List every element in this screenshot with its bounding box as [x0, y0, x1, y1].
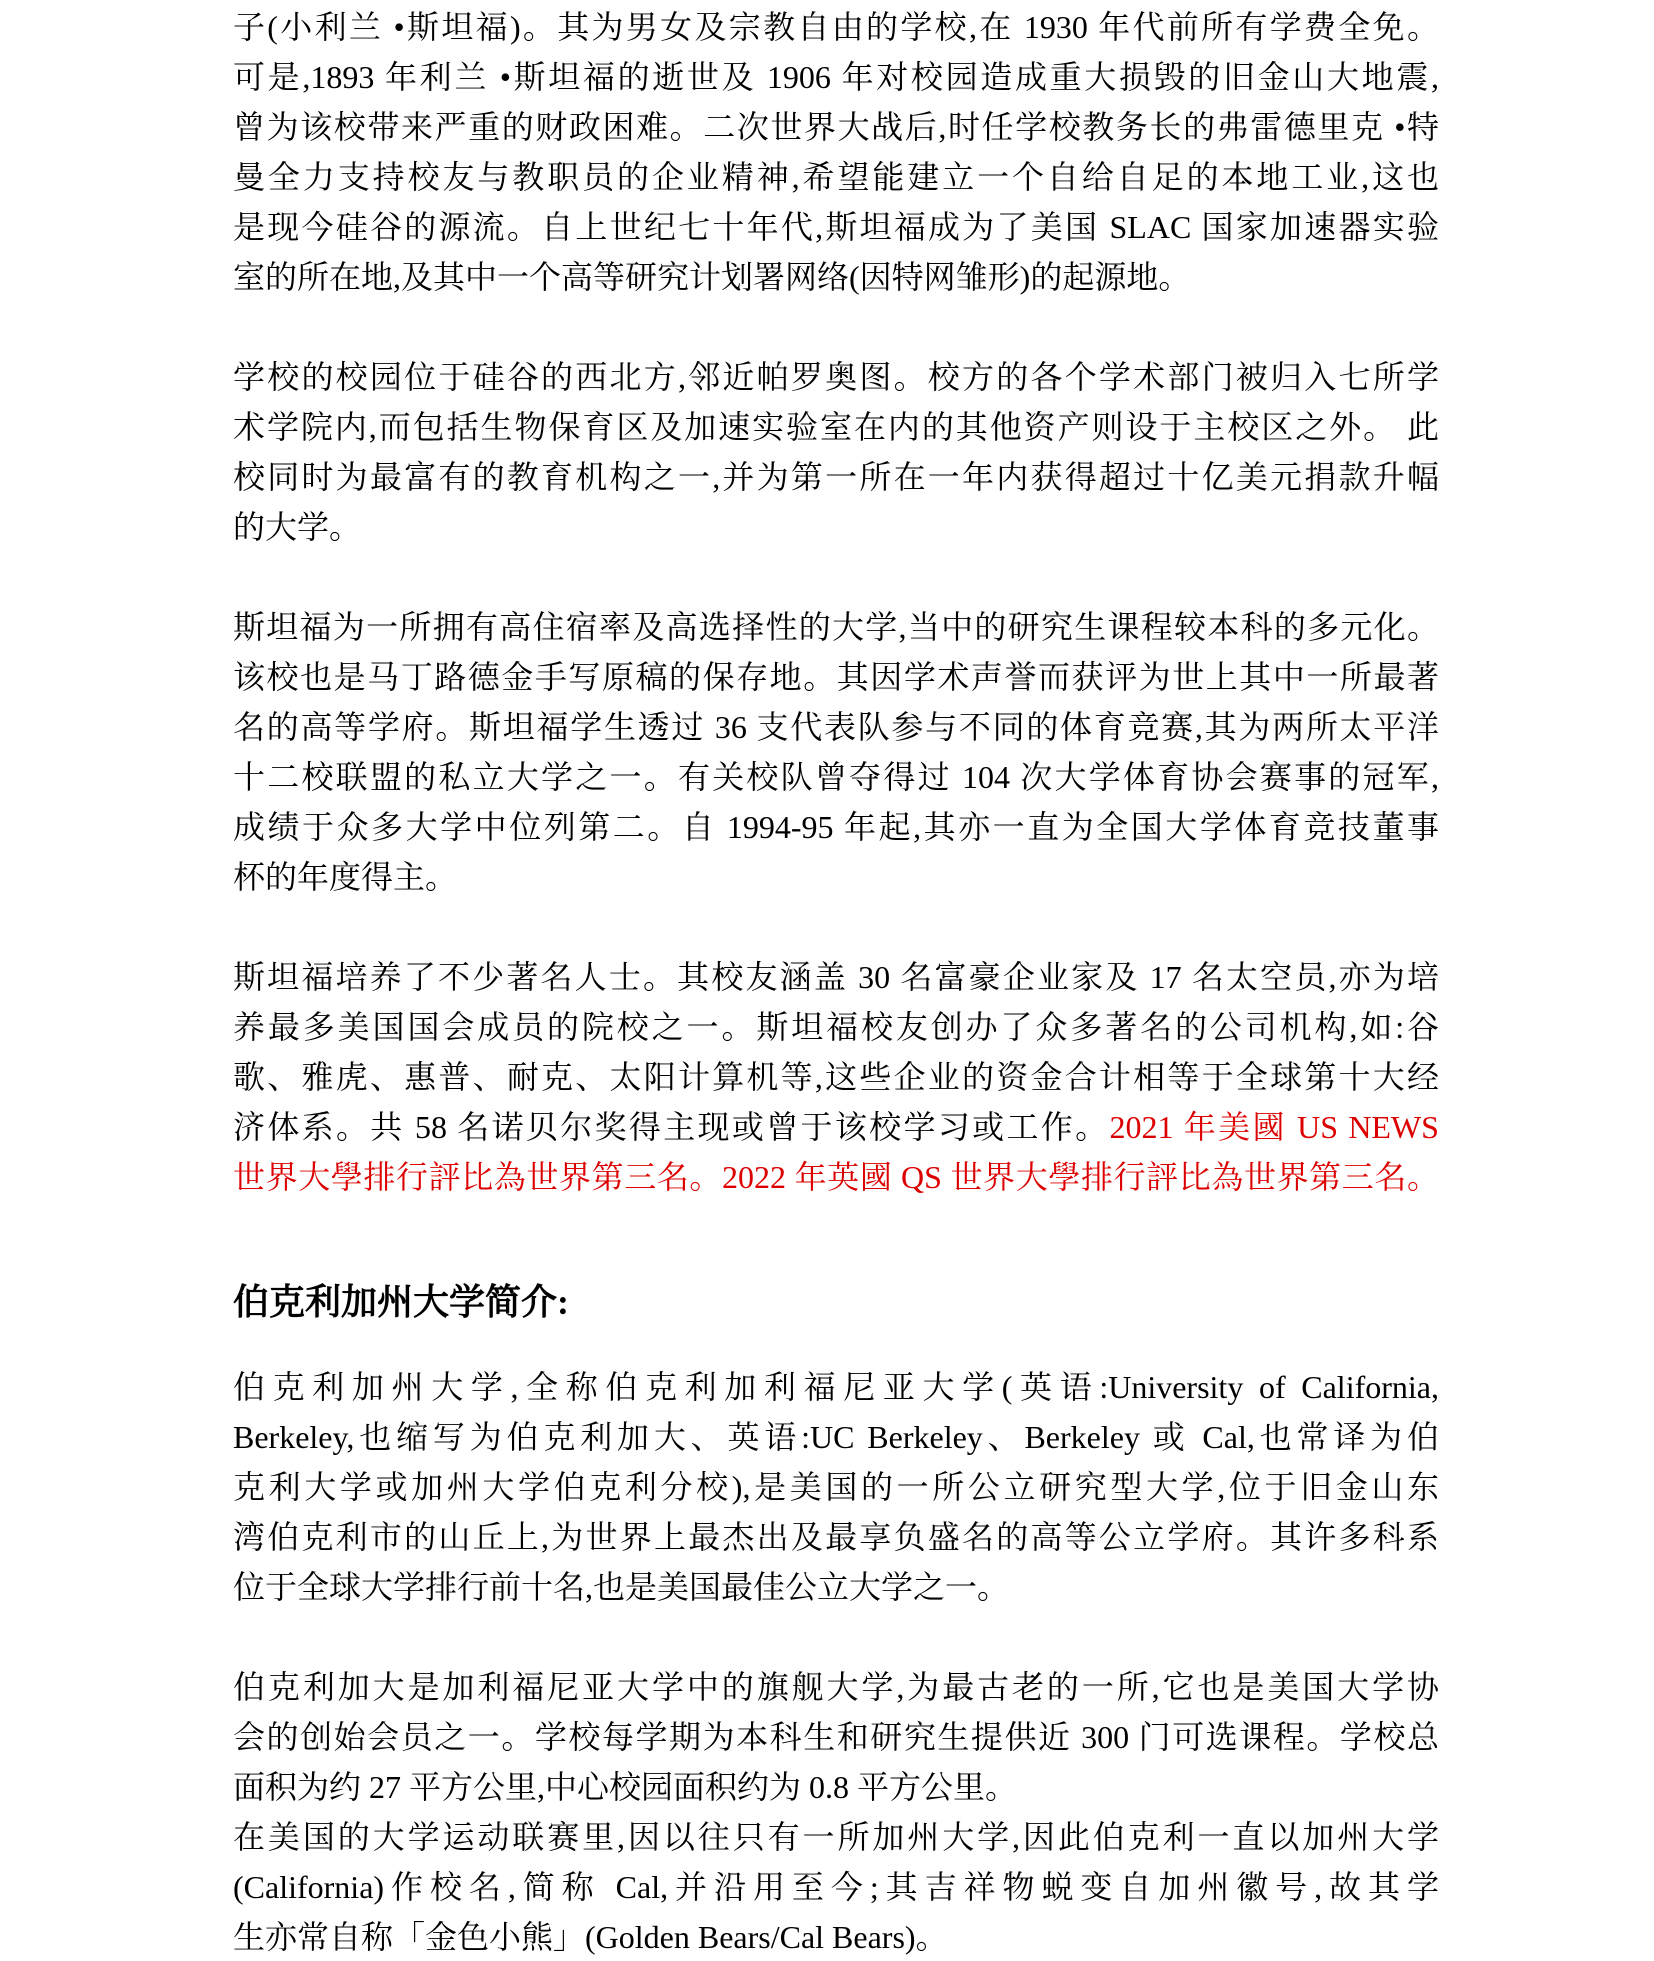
text-line: 斯坦福为一所拥有高住宿率及高选择性的大学,当中的研究生课程较本科的多元化。	[233, 609, 1439, 645]
text-line: 子(小利兰 •斯坦福)。其为男女及宗教自由的学校,在 1930 年代前所有学费全免。	[233, 9, 1439, 45]
text-line: 室的所在地,及其中一个高等研究计划署网络(因特网雏形)的起源地。	[233, 259, 1191, 295]
text-line: 曼全力支持校友与教职员的企业精神,希望能建立一个自给自足的本地工业,这也	[233, 159, 1439, 195]
text-line: 生亦常自称「金色小熊」(Golden Bears/Cal Bears)。	[233, 1919, 948, 1955]
text-line: 歌、雅虎、惠普、耐克、太阳计算机等,这些企业的资金合计相等于全球第十大经	[233, 1059, 1439, 1095]
text-segment-black: 济体系。共 58 名诺贝尔奖得主现或曾于该校学习或工作。	[233, 1109, 1110, 1145]
text-line: 学校的校园位于硅谷的西北方,邻近帕罗奥图。校方的各个学术部门被归入七所学	[233, 359, 1439, 395]
paragraph-stanford-alumni	[233, 952, 1439, 1202]
text-line-red-ranking: 世界大學排行評比為世界第三名。2022 年英國 QS 世界大學排行評比為世界第三名。	[233, 1159, 1439, 1195]
section-heading-berkeley: 伯克利加州大学简介:	[233, 1282, 569, 1322]
text-line-mixed	[233, 1102, 1439, 1152]
paragraph-berkeley-intro	[233, 1362, 1439, 1612]
text-line: 该校也是马丁路德金手写原稿的保存地。其因学术声誉而获评为世上其中一所最著	[233, 659, 1439, 695]
text-line: 克利大学或加州大学伯克利分校),是美国的一所公立研究型大学,位于旧金山东	[233, 1469, 1439, 1505]
paragraph-stanford-campus	[233, 352, 1439, 552]
text-line: 十二校联盟的私立大学之一。有关校队曾夺得过 104 次大学体育协会赛事的冠军,	[233, 759, 1439, 795]
text-line: 斯坦福培养了不少著名人士。其校友涵盖 30 名富豪企业家及 17 名太空员,亦为培	[233, 959, 1439, 995]
text-line: 湾伯克利市的山丘上,为世界上最杰出及最享负盛名的高等公立学府。其许多科系	[233, 1519, 1439, 1555]
text-line: 曾为该校带来严重的财政困难。二次世界大战后,时任学校教务长的弗雷德里克 •特	[233, 109, 1439, 145]
text-line: 伯克利加州大学,全称伯克利加利福尼亚大学(英语:University of California,	[233, 1369, 1439, 1405]
text-line: Berkeley,也缩写为伯克利加大、英语:UC Berkeley、Berkeley 或 Cal,也常译为伯	[233, 1419, 1439, 1455]
paragraph-stanford-academics	[233, 602, 1439, 902]
text-line: 名的高等学府。斯坦福学生透过 36 支代表队参与不同的体育竞赛,其为两所太平洋	[233, 709, 1439, 745]
text-line: 位于全球大学排行前十名,也是美国最佳公立大学之一。	[233, 1569, 1010, 1605]
text-line: 杯的年度得主。	[233, 859, 458, 895]
text-line: 校同时为最富有的教育机构之一,并为第一所在一年内获得超过十亿美元捐款升幅	[233, 459, 1439, 495]
text-line: 术学院内,而包括生物保育区及加速实验室在内的其他资产则设于主校区之外。 此	[233, 409, 1439, 445]
text-line: 养最多美国国会成员的院校之一。斯坦福校友创办了众多著名的公司机构,如:谷	[233, 1009, 1439, 1045]
text-line: 可是,1893 年利兰 •斯坦福的逝世及 1906 年对校园造成重大损毁的旧金山大地震,	[233, 59, 1439, 95]
text-line: 面积为约 27 平方公里,中心校园面积约为 0.8 平方公里。	[233, 1769, 1018, 1805]
text-line: 伯克利加大是加利福尼亚大学中的旗舰大学,为最古老的一所,它也是美国大学协	[233, 1669, 1439, 1705]
text-line: 会的创始会员之一。学校每学期为本科生和研究生提供近 300 门可选课程。学校总	[233, 1719, 1439, 1755]
text-line: 是现今硅谷的源流。自上世纪七十年代,斯坦福成为了美国 SLAC 国家加速器实验	[233, 209, 1439, 245]
text-line: 的大学。	[233, 509, 362, 545]
text-line: 在美国的大学运动联赛里,因以往只有一所加州大学,因此伯克利一直以加州大学	[233, 1819, 1439, 1855]
text-line: 成绩于众多大学中位列第二。自 1994-95 年起,其亦一直为全国大学体育竞技董事	[233, 809, 1439, 845]
text-segment-red-ranking: 2021 年美國 US NEWS	[1109, 1109, 1439, 1145]
paragraph-berkeley-sports	[233, 1812, 1439, 1961]
paragraph-berkeley-flagship	[233, 1662, 1439, 1812]
paragraph-stanford-history	[233, 2, 1439, 302]
text-line: (California)作校名,简称 Cal,并沿用至今;其吉祥物蜕变自加州徽号,故其学	[233, 1869, 1439, 1905]
